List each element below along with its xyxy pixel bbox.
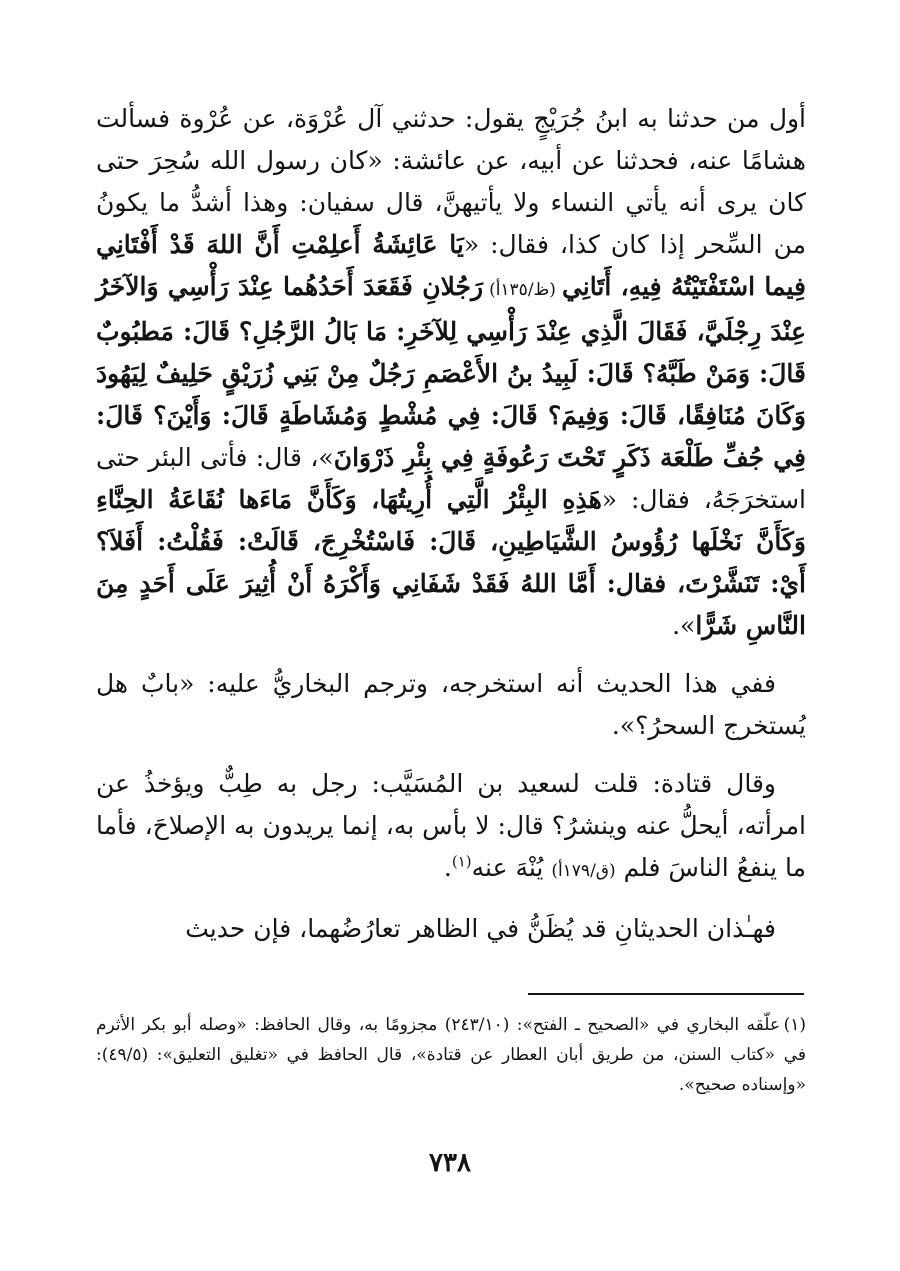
hadith-quote: هَذِهِ البِئْرُ الَّتِي أُرِيتُهَا، وَكَأَنَّ مَاءَها نُقَاعَةُ الحِنَّاءِ وَكَأَنَّ نَخْلَها رُؤُوسُ الشَّيَاطِينِ، قَالَ: فَاسْتُخْرِجَ، قَالَتْ: فَقُلْتُ: أَفَلاَ؟ أَيْ: تَنَشَّرْتَ، فقال: أَمَّا اللهُ فَقَدْ شَفَانِي وَأَكْرَهُ أَنْ أُثِيرَ عَلَى أَحَدٍ مِنَ النَّاسِ شَرًّا bbox=[96, 485, 806, 640]
manuscript-reference: (ق/١٧٩أ) bbox=[551, 861, 616, 881]
text-segment: . bbox=[443, 853, 452, 882]
paragraph-spacer bbox=[96, 647, 806, 663]
footnotes-section bbox=[96, 1010, 806, 1100]
text-segment: »، قال: فأتى البئر حتى استخرَجَهُ، فقال: « bbox=[96, 443, 806, 514]
page-number: ٧٣٨ bbox=[429, 1148, 471, 1178]
paragraph-spacer bbox=[96, 747, 806, 763]
paragraph-spacer bbox=[96, 892, 806, 908]
hadith-quote: يَا عَائِشَةُ أَعلِمْتِ أَنَّ اللهَ قَدْ أَفْتَانِي فِيما اسْتَفْتَيْتُهُ فِيهِ، أَتَانِي bbox=[96, 230, 806, 301]
footnote-item bbox=[96, 1010, 806, 1100]
footnote-number: (١) bbox=[783, 1015, 806, 1035]
text-segment: ». bbox=[672, 611, 696, 640]
hadith-quote: رَجُلانِ فَقَعَدَ أَحَدُهُما عِنْدَ رَأْسِي وَالآخَرُ عِنْدَ رِجْلَيَّ، فَقَالَ الَّذِي عِنْدَ رَأْسِي لِلآخَرِ: مَا بَالُ الرَّجُلِ؟ قَالَ: مَطبُوبٌ قَالَ: وَمَنْ طَبَّهُ؟ قَالَ: لَبِيدُ بنُ الأَعْصَمِ رَجُلٌ مِنْ بَنِي زُرَيْقٍ حَلِيفٌ لِيَهُودَ وَكَانَ مُنَافِقًا، قَالَ: وَفِيمَ؟ قَالَ: فِي مُشْطٍ وَمُشَاطَةٍ قَالَ: وَأَيْنَ؟ قَالَ: فِي جُفِّ طَلْعَة ذَكَرٍ تَحْتَ رَعُوفَةٍ فِي بِئْرِ ذَرْوَانَ bbox=[96, 272, 806, 472]
text-segment: يُنْهَ عنه bbox=[471, 853, 552, 882]
text-segment: وقال قتادة: قلت لسعيد بن المُسَيَّب: رجل به طِبٌّ ويؤخذُ عن امرأته، أيحلُّ عنه وينشرُ؟ قال: لا بأس به، إنما يريدون به الإصلاحَ، فأما ما ينفعُ الناسَ فلم bbox=[96, 769, 806, 882]
main-text bbox=[96, 98, 806, 950]
paragraph-conclusion bbox=[96, 908, 806, 950]
paragraph-qatada bbox=[96, 763, 806, 892]
text-segment: أول من حدثنا به ابنُ جُرَيْجٍ يقول: حدثني آل عُرْوَة، عن عُرْوة فسألت هشامًا عنه، فحدثنا عن أبيه، عن عائشة: «كان رسول الله سُحِرَ حتى كان يرى أنه يأتي النساء ولا يأتيهنَّ، قال سفيان: وهذا أشدُّ ما يكونُ من السِّحر إذا كان كذا، فقال: « bbox=[96, 104, 806, 259]
text-segment: ففي هذا الحديث أنه استخرجه، وترجم البخاريُّ عليه: «بابٌ هل يُستخرج السحرُ؟». bbox=[96, 669, 806, 740]
paragraph-bukhari-chapter bbox=[96, 663, 806, 747]
footnote-text: علّقه البخاري في «الصحيح ـ الفتح»: (٢٤٣/١٠) مجزومًا به، وقال الحافظ: «وصله أبو بكر الأثرم في «كتاب السنن، من طريق أبان العطار عن قتادة»، قال الحافظ في «تغليق التعليق»: (٤٩/٥): «وإسناده صحيح». bbox=[96, 1015, 806, 1095]
text-segment: فهـٰذان الحديثانِ قد يُظَنُّ في الظاهر تعارُضُهما، فإن حديث bbox=[185, 914, 776, 943]
footnote-marker[interactable]: (١) bbox=[451, 852, 472, 871]
footnote-divider bbox=[528, 993, 804, 995]
paragraph-hadith-narration bbox=[96, 98, 806, 647]
manuscript-reference: (ظ/١٣٥أ) bbox=[483, 280, 562, 300]
